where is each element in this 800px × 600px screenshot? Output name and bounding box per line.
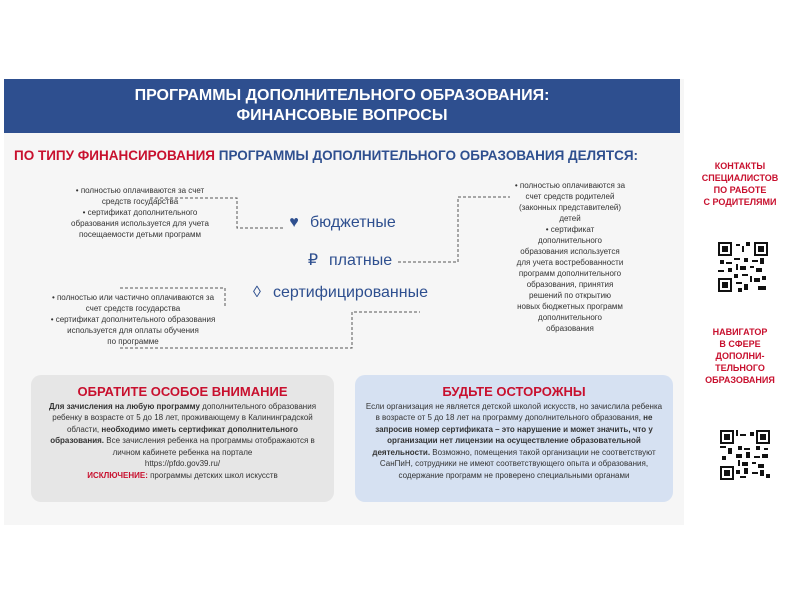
exception-text: программы детских школ искусств xyxy=(147,470,278,480)
certified-note-line: используется для оплаты обучения xyxy=(67,326,199,335)
certified-note-line: • полностью или частично оплачиваются за xyxy=(51,293,215,302)
paid-note-line: образования, принятия xyxy=(526,280,614,289)
navigator-line: В СФЕРЕ xyxy=(719,339,761,349)
qr-code-navigator[interactable] xyxy=(720,430,770,480)
careful-title: БУДЬТЕ ОСТОРОЖНЫ xyxy=(442,384,586,399)
navigator-line: ТЕЛЬНОГО xyxy=(715,363,765,373)
paid-notes xyxy=(500,180,640,334)
navigator-line: НАВИГАТОР xyxy=(712,327,768,337)
navigator-title xyxy=(690,326,790,386)
paid-note-line: новых бюджетных программ xyxy=(517,302,623,311)
exception-label: ИСКЛЮЧЕНИЕ: xyxy=(87,470,148,480)
contacts-line: С РОДИТЕЛЯМИ xyxy=(703,197,777,207)
careful-box xyxy=(355,375,673,502)
contacts-title xyxy=(690,160,790,208)
attention-exception xyxy=(41,470,324,482)
paid-note-line: дополнительного xyxy=(538,236,602,245)
qr-code-contacts[interactable] xyxy=(718,242,768,292)
paid-note-line: программ дополнительного xyxy=(518,269,622,278)
diamond-icon: ◊ xyxy=(253,284,261,301)
type-certified xyxy=(247,284,428,302)
ruble-icon: ₽ xyxy=(307,252,319,269)
portal-link[interactable]: https://pfdo.gov39.ru/ xyxy=(144,459,221,468)
navigator-line: ОБРАЗОВАНИЯ xyxy=(705,375,775,385)
paid-note-line: дополнительного xyxy=(538,313,602,322)
budget-note-line: средств государства xyxy=(101,197,179,206)
certified-notes xyxy=(22,292,244,347)
type-paid xyxy=(303,250,392,270)
paid-note-line: образования используется xyxy=(520,247,620,256)
navigator-line: ДОПОЛНИ- xyxy=(715,351,765,361)
paid-note-line: счет средств родителей xyxy=(525,192,615,201)
paid-note-line: решений по открытию xyxy=(528,291,612,300)
title-line-1: ПРОГРАММЫ ДОПОЛНИТЕЛЬНОГО ОБРАЗОВАНИЯ: xyxy=(134,87,550,104)
type-budget-label: бюджетные xyxy=(310,214,396,231)
budget-notes xyxy=(40,185,240,240)
careful-text-1: Если организация не является детской школой искусств, но зачислила ребенка в возрасте от 5 до 18 лет на программу дополнительного образования, xyxy=(365,401,663,422)
contacts-line: СПЕЦИАЛИСТОВ xyxy=(701,173,779,183)
paid-note-line: для учета востребованности xyxy=(516,258,624,267)
paid-note-line: • полностью оплачиваются за xyxy=(514,181,626,190)
connector-paid xyxy=(398,197,510,262)
certified-note-line: по программе xyxy=(107,337,159,346)
paid-note-line: (законных представителей) xyxy=(518,203,622,212)
paid-note-line: • сертификат xyxy=(545,225,595,234)
paid-note-line: образования xyxy=(546,324,594,333)
type-paid-label: платные xyxy=(329,252,393,269)
attention-text-2: Все зачисления ребенка на программы отображаются в личном кабинете ребенка на портале xyxy=(104,436,315,457)
contacts-line: КОНТАКТЫ xyxy=(714,161,766,171)
type-budget xyxy=(284,214,396,232)
attention-text-1: дополнительного образования ребенку в возрасте от 5 до 18 лет, проживающему в Калининградской области, xyxy=(52,401,317,434)
attention-bold-2: необходимо иметь сертификат дополнительного образования. xyxy=(50,424,298,445)
subtitle-blue: ПРОГРАММЫ ДОПОЛНИТЕЛЬНОГО ОБРАЗОВАНИЯ ДЕЛЯТСЯ: xyxy=(215,148,639,163)
attention-title: ОБРАТИТЕ ОСОБОЕ ВНИМАНИЕ xyxy=(77,384,288,399)
certified-note-line: • сертификат дополнительного образования xyxy=(50,315,216,324)
budget-note-line: • полностью оплачиваются за счет xyxy=(75,186,205,195)
paid-note-line: детей xyxy=(559,214,581,223)
careful-text-2: Возможно, помещения такой организации не соответствуют СанПиН, сотрудники не имеют соответствующего опыта и образования, содержание программ не проверено специальными органами xyxy=(379,447,656,480)
type-certified-label: сертифицированные xyxy=(273,284,428,301)
subtitle-red: ПО ТИПУ ФИНАНСИРОВАНИЯ xyxy=(14,148,215,163)
careful-body xyxy=(365,401,663,482)
title-line-2: ФИНАНСОВЫЕ ВОПРОСЫ xyxy=(236,107,448,124)
certified-note-line: счет средств государства xyxy=(85,304,181,313)
attention-bold-1: Для зачисления на любую программу xyxy=(48,401,200,411)
budget-note-line: посещаемости детьми программ xyxy=(79,230,201,239)
heart-icon: ♥ xyxy=(289,214,299,231)
budget-note-line: • сертификат дополнительного xyxy=(82,208,198,217)
attention-body xyxy=(41,401,324,459)
budget-note-line: образования используется для учета xyxy=(71,219,209,228)
attention-box xyxy=(31,375,334,502)
careful-bold: не запросив номер сертификата – это нарушение и может значить, что у организации нет лицензии на осуществление образовательной деятельности. xyxy=(372,413,653,457)
contacts-line: ПО РАБОТЕ xyxy=(713,185,767,195)
